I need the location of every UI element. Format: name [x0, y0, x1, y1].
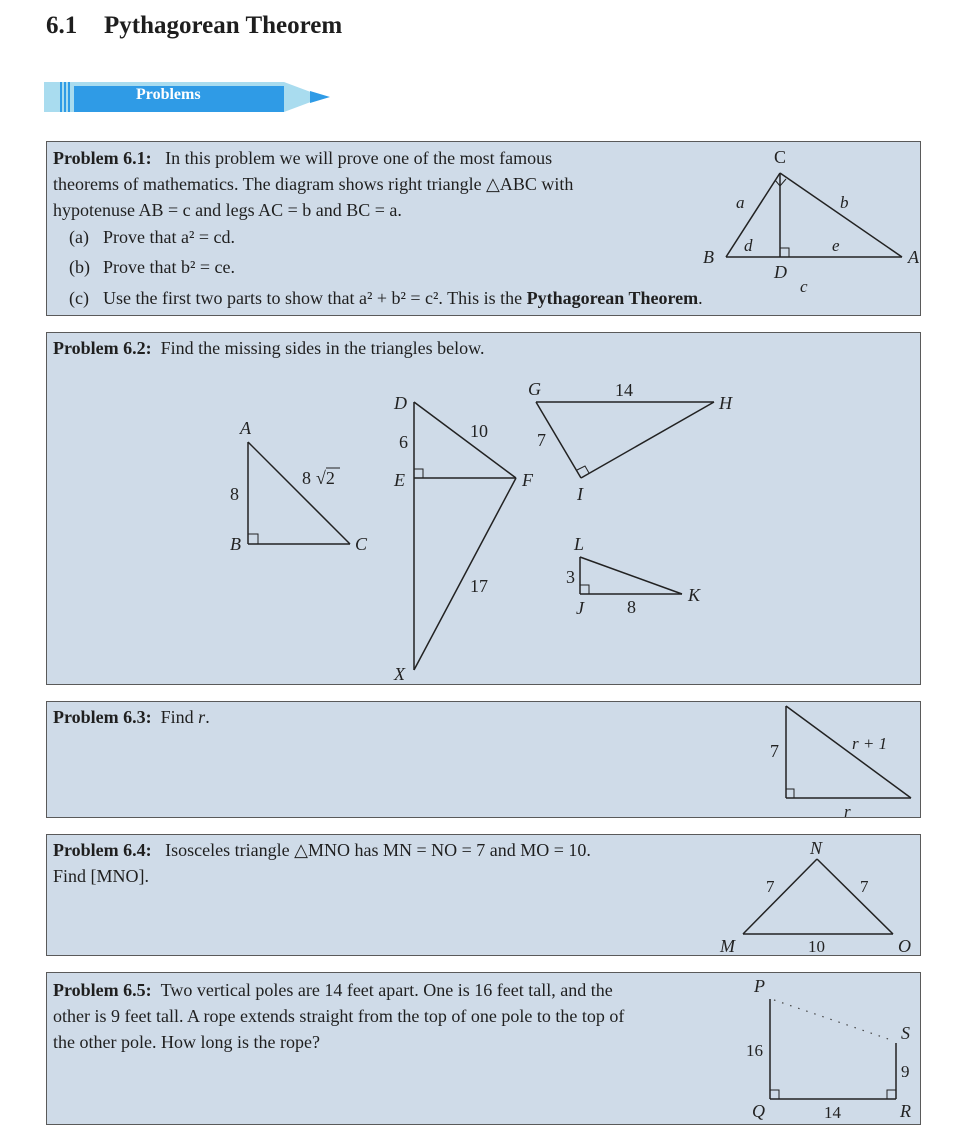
triangle-ghi — [528, 379, 733, 504]
triangle-r-diagram — [760, 701, 920, 821]
problem-6-4-line-2: Find [MNO]. — [53, 866, 150, 886]
side-de: 6 — [399, 432, 408, 452]
problem-6-1-line-2: theorems of mathematics. The diagram shows right triangle △ABC with — [53, 174, 574, 194]
triangle-jkl — [566, 534, 701, 618]
vertex-m: M — [720, 936, 735, 956]
problem-6-1-line-1: In this problem we will prove one of the most famous — [165, 148, 553, 168]
problem-6-4-line-1: Isosceles triangle △MNO has MN = NO = 7 and MO = 10. — [165, 840, 591, 860]
missing-sides-diagram — [200, 370, 760, 685]
vertex-j: J — [576, 598, 584, 618]
problem-6-1-label: Problem 6.1: — [53, 148, 152, 168]
problem-6-5-line-3: the other pole. How long is the rope? — [53, 1032, 320, 1052]
problem-6-3-end: . — [205, 707, 210, 727]
problem-6-5-label: Problem 6.5: — [53, 980, 152, 1000]
problem-6-2-question: Find the missing sides in the triangles below. — [160, 338, 485, 358]
vertex-n: N — [810, 838, 823, 858]
side-r: r — [844, 802, 851, 821]
vertex-f: F — [522, 470, 533, 490]
side-no: 7 — [860, 877, 869, 896]
part-c-text: Use the first two parts to show that a² + b² = c². This is the — [103, 288, 523, 308]
side-gh: 14 — [615, 380, 633, 400]
vertex-r: R — [900, 1101, 911, 1121]
section-title: Pythagorean Theorem — [104, 12, 343, 39]
side-jk: 8 — [627, 597, 636, 617]
vertex-p: P — [754, 976, 765, 996]
vertex-q: Q — [752, 1101, 765, 1121]
part-b-text: Prove that b² = ce. — [103, 257, 236, 277]
vertex-h: H — [719, 393, 732, 413]
vertex-b: B — [230, 534, 241, 554]
side-hyp: r + 1 — [852, 734, 888, 753]
side-c: c — [800, 277, 808, 296]
problem-6-3-question: Find — [160, 707, 194, 727]
side-7: 7 — [770, 741, 779, 761]
vertex-o: O — [898, 936, 911, 956]
side-lj: 3 — [566, 567, 575, 587]
vertex-k: K — [688, 585, 701, 605]
problem-6-4-text — [53, 837, 591, 889]
side-e: e — [832, 236, 840, 255]
problem-6-2-text — [53, 335, 484, 361]
side-14: 14 — [824, 1103, 841, 1122]
vertex-x: X — [394, 664, 405, 684]
vertex-b: B — [703, 247, 714, 267]
part-c-end: . — [698, 288, 703, 308]
part-a-text: Prove that a² = cd. — [103, 227, 236, 247]
triangle-defx — [393, 393, 534, 684]
part-c-label: (c) — [69, 288, 89, 308]
vertex-a: A — [908, 247, 919, 267]
vertex-i: I — [577, 484, 583, 504]
part-c-bold: Pythagorean Theorem — [526, 288, 699, 308]
problem-6-1-part-a — [69, 224, 235, 250]
vertex-d: D — [394, 393, 407, 413]
vertex-c: C — [355, 534, 368, 554]
problem-6-4-label: Problem 6.4: — [53, 840, 152, 860]
side-df: 10 — [470, 421, 488, 441]
side-a: a — [736, 193, 745, 212]
triangle-abc — [230, 418, 368, 554]
side-ac-root: √2 — [316, 468, 335, 488]
problem-6-1-part-b — [69, 254, 235, 280]
vertex-e: E — [394, 470, 405, 490]
problem-6-1-text — [53, 145, 693, 223]
section-heading — [46, 12, 342, 40]
problem-6-5-line-2: other is 9 feet tall. A rope extends straight from the top of one pole to the top of — [53, 1006, 625, 1026]
part-b-label: (b) — [69, 257, 90, 277]
side-mo: 10 — [808, 937, 825, 956]
side-d: d — [744, 236, 753, 255]
side-16: 16 — [746, 1041, 763, 1060]
problem-6-2-label: Problem 6.2: — [53, 338, 152, 358]
poles-diagram — [730, 965, 930, 1135]
side-b: b — [840, 193, 849, 212]
side-ac-coef: 8 — [302, 468, 311, 488]
vertex-l: L — [574, 534, 585, 554]
vertex-a: A — [240, 418, 251, 438]
section-number: 6.1 — [46, 12, 78, 39]
side-fx: 17 — [470, 576, 488, 596]
side-9: 9 — [901, 1062, 910, 1081]
side-mn: 7 — [766, 877, 775, 896]
vertex-g: G — [528, 379, 541, 399]
problem-6-1-part-c — [69, 285, 703, 311]
side-gi: 7 — [537, 430, 546, 450]
problem-6-5-line-1: Two vertical poles are 14 feet apart. One is 16 feet tall, and the — [160, 980, 613, 1000]
problem-6-3-text — [53, 704, 210, 730]
problems-banner-label: Problems — [136, 86, 201, 103]
vertex-d: D — [774, 262, 787, 282]
vertex-c: C — [774, 147, 787, 167]
vertex-s: S — [901, 1023, 910, 1043]
problem-6-3-var: r — [198, 707, 206, 727]
side-ab: 8 — [230, 484, 239, 504]
problem-6-3-label: Problem 6.3: — [53, 707, 152, 727]
problem-6-5-text — [53, 977, 743, 1055]
problem-6-1-line-3: hypotenuse AB = c and legs AC = b and BC = a. — [53, 200, 402, 220]
part-a-label: (a) — [69, 227, 89, 247]
triangle-abc-diagram — [690, 141, 920, 316]
triangle-mno-diagram — [710, 834, 920, 956]
